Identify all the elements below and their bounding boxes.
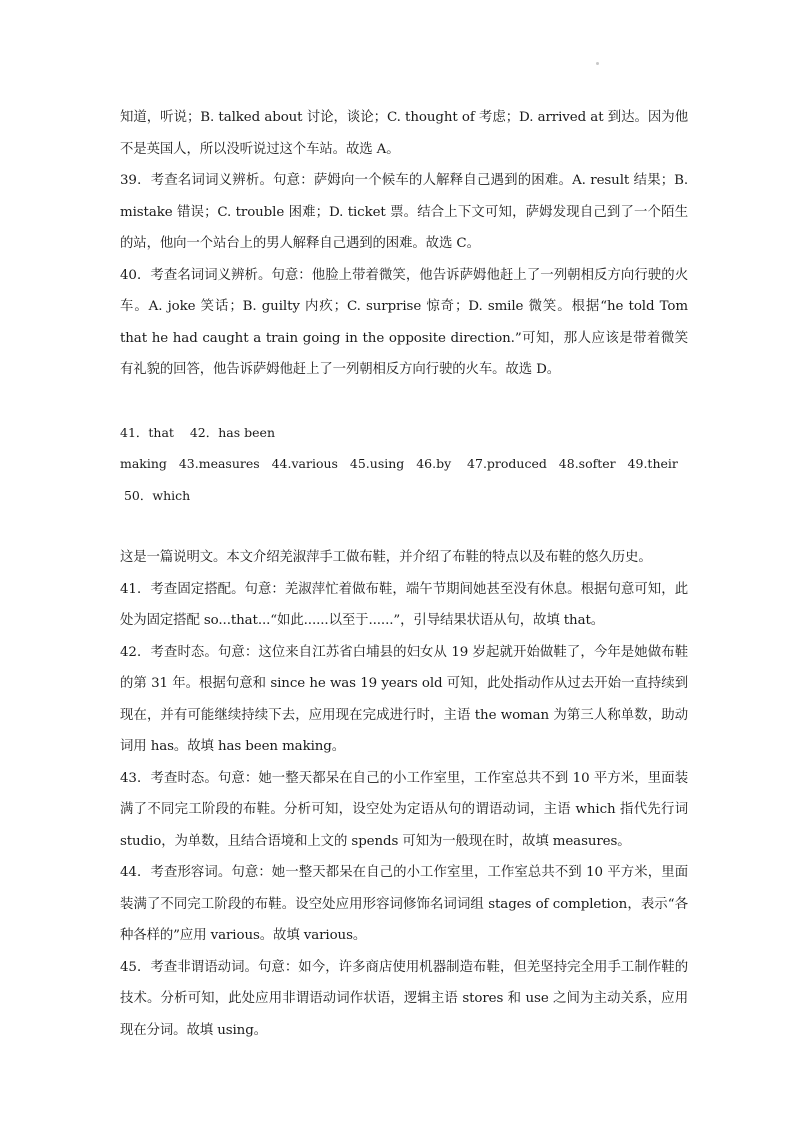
paragraph-45: 45．考查非谓语动词。句意：如今，许多商店使用机器制造布鞋，但羌坚持完全用手工制作鞋的技术。分析可知，此处应用非谓语动词作状语，逻辑主语 stores 和 use 之间为主动关系，应用现在分词。故填 using。 — [120, 959, 688, 1038]
paragraph-39: 39．考查名词词义辨析。句意：萨姆向一个候车的人解释自己遇到的困难。A. result 结果；B. mistake 错误；C. trouble 困难；D. ticket 票。结合上下文可知，萨姆发现自己到了一个陌生的站，他向一个站台上的男人解释自己遇到的困难。故选 C。 — [120, 173, 688, 251]
answer-line-1: 41．that 42．has been — [120, 424, 275, 440]
paragraph-42: 42．考查时态。句意：这位来自江苏省白埔县的妇女从 19 岁起就开始做鞋了，今年是她做布鞋的第 31 年。根据句意和 since he was 19 years old 可知，此处指动作从过去开始一直持续到现在，并有可能继续持续下去，应用现在完成进行时，主语 the woman 为第三人称单数，助动词用 has。故填 has been making。 — [120, 644, 688, 754]
scan-dot — [596, 62, 599, 65]
passage-summary: 这是一篇说明文。本文介绍羌淑萍手工做布鞋，并介绍了布鞋的特点以及布鞋的悠久历史。 — [120, 550, 652, 565]
blank-line — [120, 511, 688, 542]
paragraph-38-continued: 知道，听说；B. talked about 讨论，谈论；C. thought of 考虑；D. arrived at 到达。因为他不是英国人，所以没听说过这个车站。故选 A。 — [120, 110, 688, 157]
paragraph-44: 44．考查形容词。句意：她一整天都呆在自己的小工作室里，工作室总共不到 10 平方米，里面装满了不同完工阶段的布鞋。设空处应用形容词修饰名词词组 stages of completion，表示“各种各样的”应用 various。故填 various。 — [120, 865, 688, 943]
paragraph-40: 40．考查名词词义辨析。句意：他脸上带着微笑，他告诉萨姆他赶上了一列朝相反方向行驶的火车。A. joke 笑话；B. guilty 内疚；C. surprise 惊奇；D. smile 微笑。根据“he told Tom that he had caught a train going in the opposite direction.”可知，那人应该是带着微笑有礼貌的回答，他告诉萨姆他赶上了一列朝相反方向行驶的火车。故选 D。 — [120, 267, 688, 377]
paragraph-41: 41．考查固定搭配。句意：羌淑萍忙着做布鞋，端午节期间她甚至没有休息。根据句意可知，此处为固定搭配 so...that...“如此......以至于......”，引导结果状语从句，故填 that。 — [120, 581, 688, 628]
answer-line-3: 50．which — [120, 487, 191, 503]
answer-line-2: making 43.measures 44.various 45.using 46.by 47.produced 48.softer 49.their — [120, 456, 678, 471]
document-body — [120, 102, 688, 1046]
paragraph-43: 43．考查时态。句意：她一整天都呆在自己的小工作室里，工作室总共不到 10 平方米，里面装满了不同完工阶段的布鞋。分析可知，设空处为定语从句的谓语动词，主语 which 指代先行词 studio，为单数，且结合语境和上文的 spends 可知为一般现在时，故填 measures。 — [120, 770, 688, 849]
blank-line — [120, 386, 688, 417]
